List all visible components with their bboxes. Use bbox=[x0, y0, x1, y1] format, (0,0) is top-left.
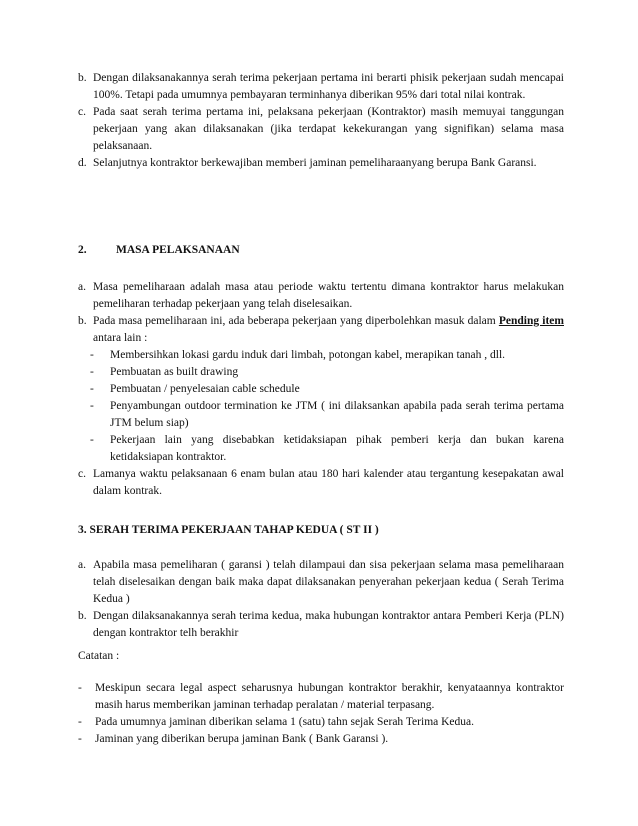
item-marker: a. bbox=[78, 559, 86, 571]
pending-item-label: Pending item bbox=[498, 315, 564, 327]
list-item bbox=[78, 70, 564, 104]
list-item bbox=[78, 104, 564, 155]
dash-item bbox=[78, 398, 564, 432]
list-item bbox=[78, 608, 564, 642]
dash-item bbox=[78, 347, 564, 364]
section-number: 2. bbox=[78, 244, 87, 256]
dash-item bbox=[78, 432, 564, 466]
dash-marker: - bbox=[78, 733, 82, 745]
section-title: MASA PELAKSANAAN bbox=[116, 244, 240, 256]
item-text: Pada saat serah terima pertama ini, pelaksana pekerjaan (Kontraktor) masih memuyai tanggungan pekerjaan yang akan dilaksanakan (jika terdapat kekekurangan yang signifikan) selama masa pelaksanaan. bbox=[93, 106, 564, 152]
item-text: Dengan dilaksanakannya serah terima kedua, maka hubungan kontraktor antara Pemberi Kerja (PLN) dengan kontraktor telh berakhir bbox=[93, 610, 564, 639]
dash-marker: - bbox=[90, 349, 94, 361]
dash-text: Pekerjaan lain yang disebabkan ketidaksiapan pihak pemberi kerja dan bukan karena ketidaksiapan kontraktor. bbox=[110, 434, 564, 463]
catatan-label: Catatan : bbox=[78, 650, 120, 662]
section-title: 3. SERAH TERIMA PEKERJAAN TAHAP KEDUA ( ST II ) bbox=[78, 524, 379, 536]
catatan-list bbox=[78, 680, 564, 748]
dash-text: Pembuatan / penyelesaian cable schedule bbox=[110, 383, 300, 395]
item-marker: b. bbox=[78, 315, 87, 327]
dash-text: Membersihkan lokasi gardu induk dari limbah, potongan kabel, merapikan tanah , dll. bbox=[110, 349, 506, 361]
item-text: Dengan dilaksanakannya serah terima pekerjaan pertama ini berarti phisik pekerjaan sudah mencapai 100%. Tetapi pada umumnya pembayaran terminhanya diberikan 95% dari total nilai kontrak. bbox=[93, 72, 564, 101]
section1-list bbox=[78, 70, 564, 172]
pending-item-suffix: antara lain : bbox=[93, 332, 148, 344]
list-item bbox=[78, 557, 564, 608]
dash-marker: - bbox=[78, 716, 82, 728]
catatan-item bbox=[78, 680, 564, 714]
dash-marker: - bbox=[90, 366, 94, 378]
dash-item bbox=[78, 364, 564, 381]
dash-text: Meskipun secara legal aspect seharusnya hubungan kontraktor berakhir, kenyataannya kontraktor masih harus memberikan jaminan terhadap peralatan / material terpasang. bbox=[95, 682, 564, 711]
dash-text: Penyambungan outdoor termination ke JTM ( ini dilaksankan apabila pada serah terima pertama JTM belum siap) bbox=[110, 400, 564, 429]
dash-item bbox=[78, 381, 564, 398]
section2-heading bbox=[78, 242, 564, 259]
section2-list bbox=[78, 279, 564, 500]
item-text: Masa pemeliharaan adalah masa atau periode waktu tertentu dimana kontraktor harus melakukan pemeliharan terhadap pekerjaan yang telah diselesaikan. bbox=[93, 281, 564, 310]
dash-text: Pada umumnya jaminan diberikan selama 1 (satu) tahn sejak Serah Terima Kedua. bbox=[95, 716, 475, 728]
item-marker: c. bbox=[78, 106, 86, 118]
item-text: Selanjutnya kontraktor berkewajiban memberi jaminan pemeliharaanyang berupa Bank Garansi. bbox=[93, 157, 537, 169]
item-text: Apabila masa pemeliharan ( garansi ) telah dilampaui dan sisa pekerjaan selama masa pemeliharaan telah diselesaikan dengan baik maka dapat dilaksanakan penyerahan pekerjaan kedua ( Serah Terima Kedua ) bbox=[93, 559, 564, 605]
dash-marker: - bbox=[78, 682, 82, 694]
item-marker: a. bbox=[78, 281, 86, 293]
item-marker: b. bbox=[78, 610, 87, 622]
dash-marker: - bbox=[90, 383, 94, 395]
list-item bbox=[78, 279, 564, 313]
list-item bbox=[78, 466, 564, 500]
item-marker: b. bbox=[78, 72, 87, 84]
catatan-label-block bbox=[78, 648, 564, 665]
catatan-item bbox=[78, 731, 564, 748]
dash-text: Jaminan yang diberikan berupa jaminan Bank ( Bank Garansi ). bbox=[95, 733, 389, 745]
list-item bbox=[78, 313, 564, 347]
item-marker: d. bbox=[78, 157, 87, 169]
dash-marker: - bbox=[90, 400, 94, 412]
item-text: Pada masa pemeliharaan ini, ada beberapa pekerjaan yang diperbolehkan masuk dalam bbox=[93, 315, 496, 327]
dash-text: Pembuatan as built drawing bbox=[110, 366, 239, 378]
section3-heading bbox=[78, 522, 564, 539]
dash-marker: - bbox=[90, 434, 94, 446]
list-item bbox=[78, 155, 564, 172]
section3-list bbox=[78, 557, 564, 642]
item-text: Lamanya waktu pelaksanaan 6 enam bulan atau 180 hari kalender atau tergantung kesepakatan awal dalam kontrak. bbox=[93, 468, 564, 497]
item-marker: c. bbox=[78, 468, 86, 480]
catatan-item bbox=[78, 714, 564, 731]
